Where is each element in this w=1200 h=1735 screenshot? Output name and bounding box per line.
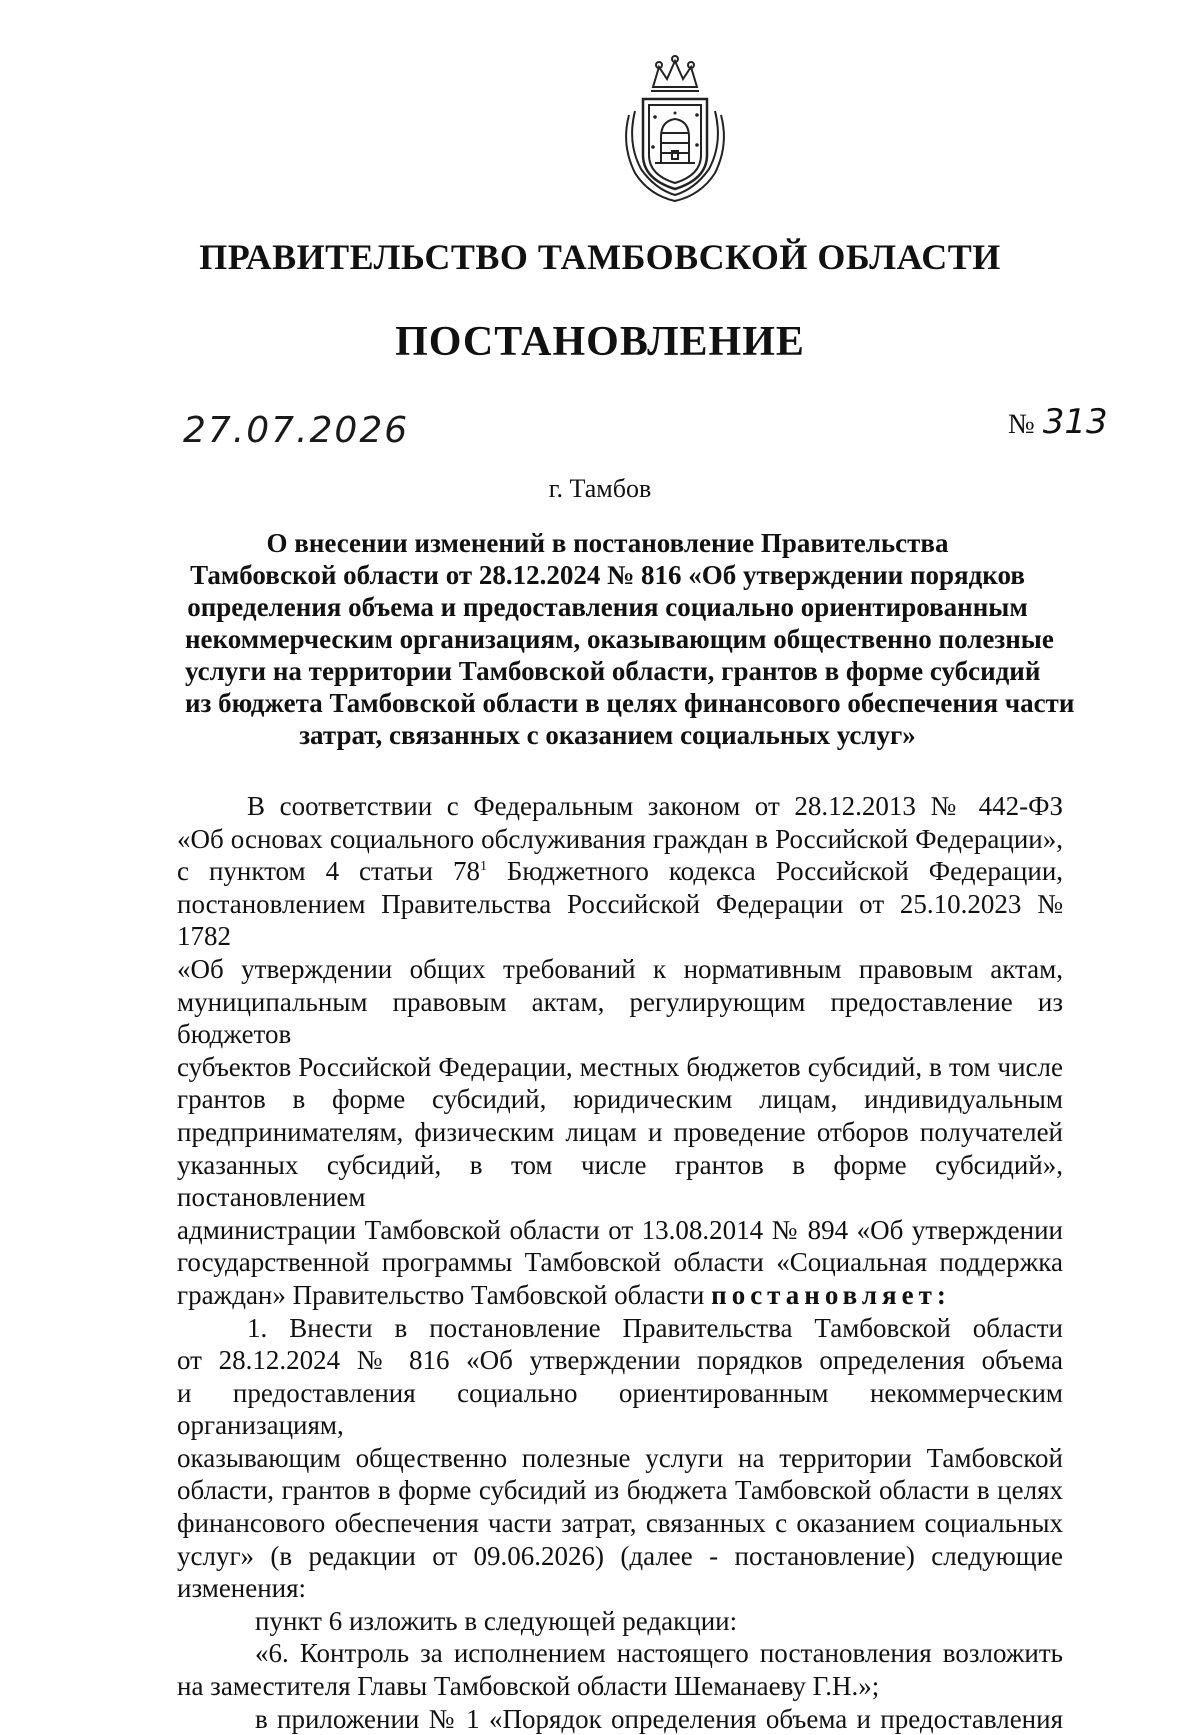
title-line: затрат, связанных с оказанием социальных услуг» [299,720,916,750]
body-line: и предоставления социально ориентированным некоммерческим организациям, [177,1377,1063,1441]
body-line: предпринимателям, физическим лицам и проведение отборов получателей [177,1116,1063,1147]
body-line: на заместителя Главы Тамбовской области Шеманаеву Г.Н.»; [177,1671,880,1702]
body-line: «Об основах социального обслуживания граждан в Российской Федерации», [177,823,1063,854]
body-line: «6. Контроль за исполнением настоящего постановления возложить [255,1638,1063,1669]
body-line: указанных субсидий, в том числе грантов в форме субсидий», постановлением [177,1149,1063,1213]
organization-name: ПРАВИТЕЛЬСТВО ТАМБОВСКОЙ ОБЛАСТИ [199,237,1001,277]
item-6-paragraph [177,1637,1063,1702]
title-line: определения объема и предоставления социально ориентированным [187,592,1028,622]
title-line: О внесении изменений в постановление Правительства [266,528,949,558]
superscript: 1 [479,859,487,875]
body-line: грантов в форме субсидий, юридическим лицам, индивидуальным [177,1084,1063,1115]
body-line: оказывающим общественно полезные услуги на территории Тамбовской [177,1442,1063,1473]
handwritten-number: 313 [1042,402,1108,442]
document-number [1008,402,1108,442]
city-name: г. Тамбов [548,474,652,503]
title-line: некоммерческим организациям, оказывающим общественно полезные [185,624,1054,654]
item-1-paragraph [177,1312,1063,1605]
document-body [177,790,1063,1735]
title-line: услуги на территории Тамбовской области, грантов в форме субсидий [185,656,1041,686]
resolves-word: постановляет: [711,1279,951,1310]
body-line [177,1279,1063,1312]
body-line: постановлением Правительства Российской Федерации от 25.10.2023 № 1782 [177,888,1063,952]
document-title [185,527,1075,751]
body-line: администрации Тамбовской области от 13.08.2014 № 894 «Об утверждении [177,1214,1063,1245]
body-line: области, грантов в форме субсидий из бюджета Тамбовской области в целях [177,1475,1063,1506]
body-line: изменения: [177,1573,307,1604]
document-type: ПОСТАНОВЛЕНИЕ [395,319,805,365]
body-line: в приложении № 1 «Порядок определения объема и предоставления [255,1703,1063,1734]
body-line: финансового обеспечения части затрат, связанных с оказанием социальных [177,1508,1063,1539]
body-line: субъектов Российской Федерации, местных бюджетов субсидий, в том числе [177,1051,1063,1082]
preamble-paragraph [177,790,1063,1312]
title-line: Тамбовской области от 28.12.2024 № 816 «Об утверждении порядков [190,560,1025,590]
title-line: из бюджета Тамбовской области в целях финансового обеспечения части [185,688,1075,718]
body-line: «Об утверждении общих требований к нормативным правовым актам, [177,953,1063,984]
body-line: 1. Внести в постановление Правительства Тамбовской области [247,1312,1063,1343]
number-sign: № [1008,409,1035,440]
body-text: с пунктом 4 статьи 78 [177,856,480,887]
body-line: от 28.12.2024 № 816 «Об утверждении порядков определения объема [177,1345,1063,1376]
body-text: Бюджетного кодекса Российской Федерации, [506,856,1064,887]
body-line: пункт 6 изложить в следующей редакции: [255,1605,738,1636]
coat-of-arms-icon [615,55,735,205]
body-line: услуг» (в редакции от 09.06.2026) (далее - постановление) следующие [177,1540,1063,1571]
handwritten-date: 27.07.2026 [183,410,410,451]
body-line: муниципальным правовым актам, регулирующим предоставление из бюджетов [177,986,1063,1050]
body-line [177,855,1063,888]
body-line: В соответствии с Федеральным законом от 28.12.2013 № 442-ФЗ [247,791,1063,821]
body-line: государственной программы Тамбовской области «Социальная поддержка [177,1247,1063,1278]
body-text: граждан» Правительство Тамбовской области [177,1279,705,1310]
